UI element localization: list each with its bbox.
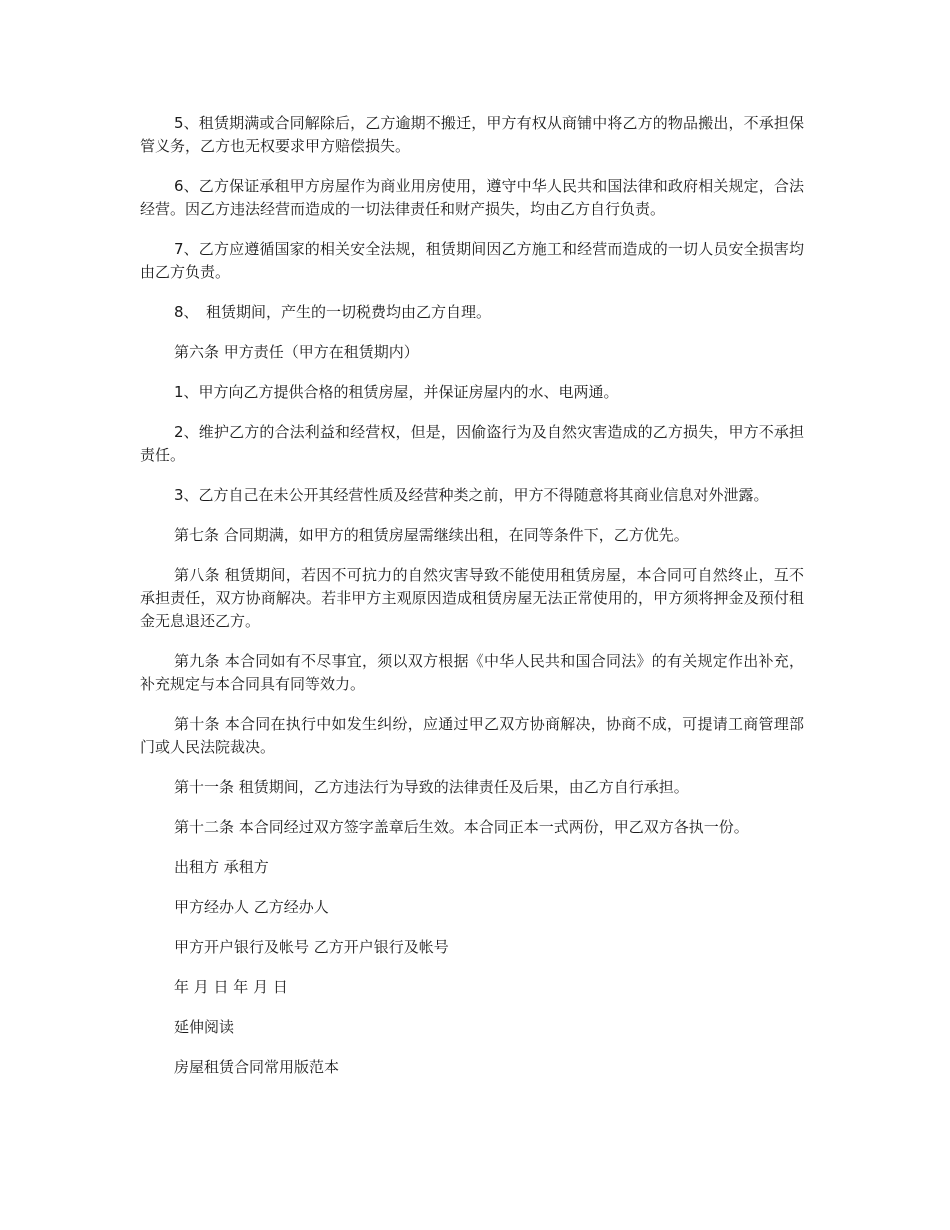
article-12-paragraph: 第十二条 本合同经过双方签字盖章后生效。本合同正本一式两份，甲乙双方各执一份。 (174, 818, 749, 836)
clause-6-paragraph: 6、乙方保证承租甲方房屋作为商业用房使用，遵守中华人民共和国法律和政府相关规定，合法经营。因乙方违法经营而造成的一切法律责任和财产损失，均由乙方自行负责。 (140, 177, 804, 218)
article-10-paragraph: 第十条 本合同在执行中如发生纠纷，应通过甲乙双方协商解决，协商不成，可提请工商管理部门或人民法院裁决。 (140, 715, 804, 756)
signature-parties-line: 出租方 承租方 (174, 858, 269, 876)
article-6-item-1: 1、甲方向乙方提供合格的租赁房屋，并保证房屋内的水、电两通。 (174, 383, 619, 401)
extended-reading-label: 延伸阅读 (174, 1018, 235, 1036)
document-body (140, 112, 804, 1096)
article-9-paragraph: 第九条 本合同如有不尽事宜，须以双方根据《中华人民共和国合同法》的有关规定作出补充，补充规定与本合同具有同等效力。 (140, 652, 804, 693)
article-7-paragraph: 第七条 合同期满，如甲方的租赁房屋需继续出租，在同等条件下，乙方优先。 (174, 526, 689, 544)
signature-agents-line: 甲方经办人 乙方经办人 (174, 898, 329, 916)
article-6-item-2: 2、维护乙方的合法利益和经营权，但是，因偷盗行为及自然灾害造成的乙方损失，甲方不承担责任。 (140, 423, 804, 464)
related-template-title: 房屋租赁合同常用版范本 (174, 1058, 340, 1076)
clause-5-paragraph: 5、租赁期满或合同解除后，乙方逾期不搬迁，甲方有权从商铺中将乙方的物品搬出，不承担保管义务，乙方也无权要求甲方赔偿损失。 (140, 114, 804, 155)
clause-7-paragraph: 7、乙方应遵循国家的相关安全法规，租赁期间因乙方施工和经营而造成的一切人员安全损害均由乙方负责。 (140, 240, 804, 281)
article-8-paragraph: 第八条 租赁期间，若因不可抗力的自然灾害导致不能使用租赁房屋，本合同可自然终止，互不承担责任，双方协商解决。若非甲方主观原因造成租赁房屋无法正常使用的，甲方须将押金及预付租金无息退还乙方。 (140, 566, 804, 630)
article-6-heading: 第六条 甲方责任（甲方在租赁期内） (174, 343, 419, 361)
signature-bank-line: 甲方开户银行及帐号 乙方开户银行及帐号 (174, 938, 449, 956)
article-6-item-3: 3、乙方自己在未公开其经营性质及经营种类之前，甲方不得随意将其商业信息对外泄露。 (174, 486, 769, 504)
signature-date-line: 年 月 日 年 月 日 (174, 978, 288, 996)
clause-8-paragraph: 8、 租赁期间，产生的一切税费均由乙方自理。 (174, 303, 492, 321)
article-11-paragraph: 第十一条 租赁期间，乙方违法行为导致的法律责任及后果，由乙方自行承担。 (174, 778, 689, 796)
